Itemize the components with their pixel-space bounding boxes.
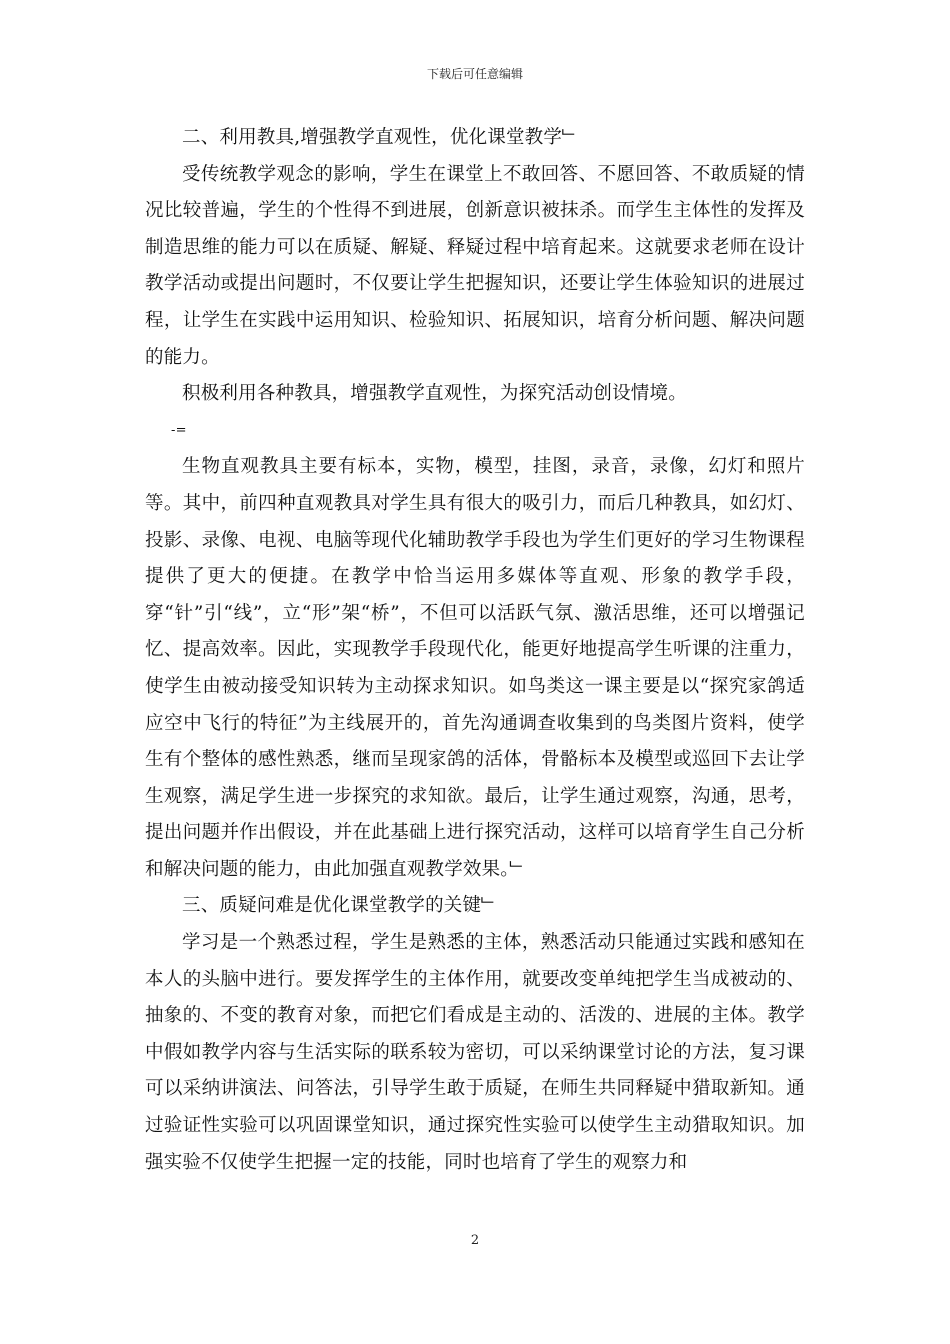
section-heading-3 [145,888,805,925]
revision-mark-icon: ﹂ [562,128,578,147]
page-number: 2 [470,1233,480,1248]
page-header: 下载后可任意编辑 [426,67,523,81]
paragraph: 受传统教学观念的影响，学生在课堂上不敢回答、不愿回答、不敢质疑的情况比较普遍，学生的个性得不到进展，创新意识被抹杀。而学生主体性的发挥及制造思维的能力可以在质疑、解疑、释疑过程中培育起来。这就要求老师在设计教学活动或提出问题时，不仅要让学生把握知识，还要让学生体验知识的进展过程，让学生在实践中运用知识、检验知识、拓展知识，培育分析问题、解决问题的能力。 [145,163,805,368]
heading-text: 二、利用教具,增强教学直观性，优化课堂教学 [182,127,563,148]
paragraph-with-mark [145,449,805,888]
paragraph: 积极利用各种教具，增强教学直观性，为探究活动创设情境。 [182,383,687,405]
section-heading-2 [145,120,805,157]
symbol-line: -= [171,422,187,438]
paragraph-text: 生物直观教具主要有标本，实物，模型，挂图，录音，录像，幻灯和照片等。其中，前四种直观教具对学生具有很大的吸引力，而后几种教具，如幻灯、投影、录像、电视、电脑等现代化辅助教学手段也为学生们更好的学习生物课程提供了更大的便捷。在教学中恰当运用多媒体等直观、形象的教学手段，穿“针”引“线”，立“形”架“桥”，不但可以活跃气氛、激活思维，还可以增强记忆、提高效率。因此，实现教学手段现代化，能更好地提高学生听课的注重力，使学生由被动接受知识转为主动探求知识。如鸟类这一课主要是以“探究家鸽适应空中飞行的特征”为主线展开的，首先沟通调查收集到的鸟类图片资料，使学生有个整体的感性熟悉，继而呈现家鸽的活体，骨骼标本及模型或巡回下去让学生观察，满足学生进一步探究的求知欲。最后，让学生通过观察，沟通，思考，提出问题并作出假设，并在此基础上进行探究活动，这样可以培育学生自己分析和解决问题的能力，由此加强直观教学效果。 [145,456,805,880]
revision-mark-icon: ﹂ [481,896,497,916]
document-body [145,120,805,1181]
paragraph: 学习是一个熟悉过程，学生是熟悉的主体，熟悉活动只能通过实践和感知在本人的头脑中进行。要发挥学生的主体作用，就要改变单纯把学生当成被动的、抽象的、不变的教育对象，而把它们看成是主动的、活泼的、进展的主体。教学中假如教学内容与生活实际的联系较为密切，可以采纳课堂讨论的方法，复习课可以采纳讲演法、问答法，引导学生敢于质疑，在师生共同释疑中猎取新知。通过验证性实验可以巩固课堂知识，通过探究性实验可以使学生主动猎取知识。加强实验不仅使学生把握一定的技能，同时也培育了学生的观察力和 [145,932,805,1173]
revision-mark-icon: ﹂ [509,859,525,879]
heading-text: 三、质疑问难是优化课堂教学的关键 [182,895,482,917]
